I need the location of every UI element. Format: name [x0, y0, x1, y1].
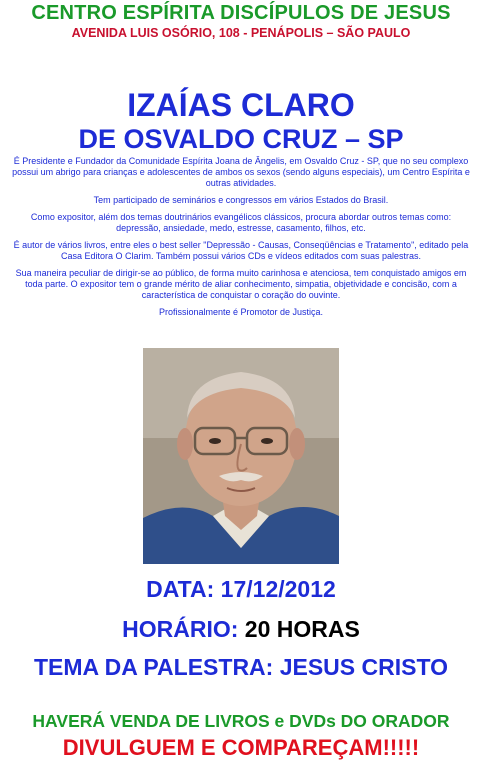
event-date: DATA: 17/12/2012	[146, 576, 336, 602]
speaker-name: IZAÍAS CLARO	[127, 87, 355, 123]
sales-notice: HAVERÁ VENDA DE LIVROS e DVDs DO ORADOR	[32, 711, 450, 731]
speaker-biography	[10, 156, 472, 324]
call-to-action: DIVULGUEM E COMPAREÇAM!!!!!	[62, 735, 420, 760]
event-time	[0, 616, 482, 643]
bio-paragraph: É Presidente e Fundador da Comunidade Espírita Joana de Ângelis, em Osvaldo Cruz - SP, que no seu complexo possui um abrigo para crianças e adolescentes de ambos os sexos (sendo alguns especiais), um Centro Espírita e outras atividades.	[12, 156, 470, 188]
event-time-label: HORÁRIO:	[122, 616, 239, 642]
speaker-portrait-illustration	[143, 348, 339, 564]
bio-paragraph: É autor de vários livros, entre eles o best seller "Depressão - Causas, Conseqüências e Tratamento", editado pela Casa Editora O Clarim. Também possui vários CDs e vídeos editados com suas palestras.	[13, 240, 469, 261]
speaker-photo	[143, 348, 339, 564]
event-theme: TEMA DA PALESTRA: JESUS CRISTO	[33, 654, 449, 680]
bio-paragraph: Profissionalmente é Promotor de Justiça.	[158, 307, 324, 317]
bio-paragraph: Tem participado de seminários e congressos em vários Estados do Brasil.	[93, 195, 389, 205]
speaker-origin: DE OSVALDO CRUZ – SP	[78, 124, 404, 154]
organization-address: AVENIDA LUIS OSÓRIO, 108 - PENÁPOLIS – SÃO PAULO	[71, 26, 411, 40]
organization-title: CENTRO ESPÍRITA DISCÍPULOS DE JESUS	[31, 2, 451, 24]
bio-paragraph: Como expositor, além dos temas doutrinários evangélicos clássicos, procura abordar outros temas como: depressão, ansiedade, medo, estresse, casamento, filhos, etc.	[30, 212, 452, 233]
bio-paragraph: Sua maneira peculiar de dirigir-se ao público, de forma muito carinhosa e atenciosa, tem conquistado amigos em toda parte. O expositor tem o grande mérito de aliar conhecimento, simpatia, objetividade e concisão, com a característica de conquistar o coração do ouvinte.	[15, 268, 467, 300]
event-time-value: 20 HORAS	[238, 616, 360, 642]
